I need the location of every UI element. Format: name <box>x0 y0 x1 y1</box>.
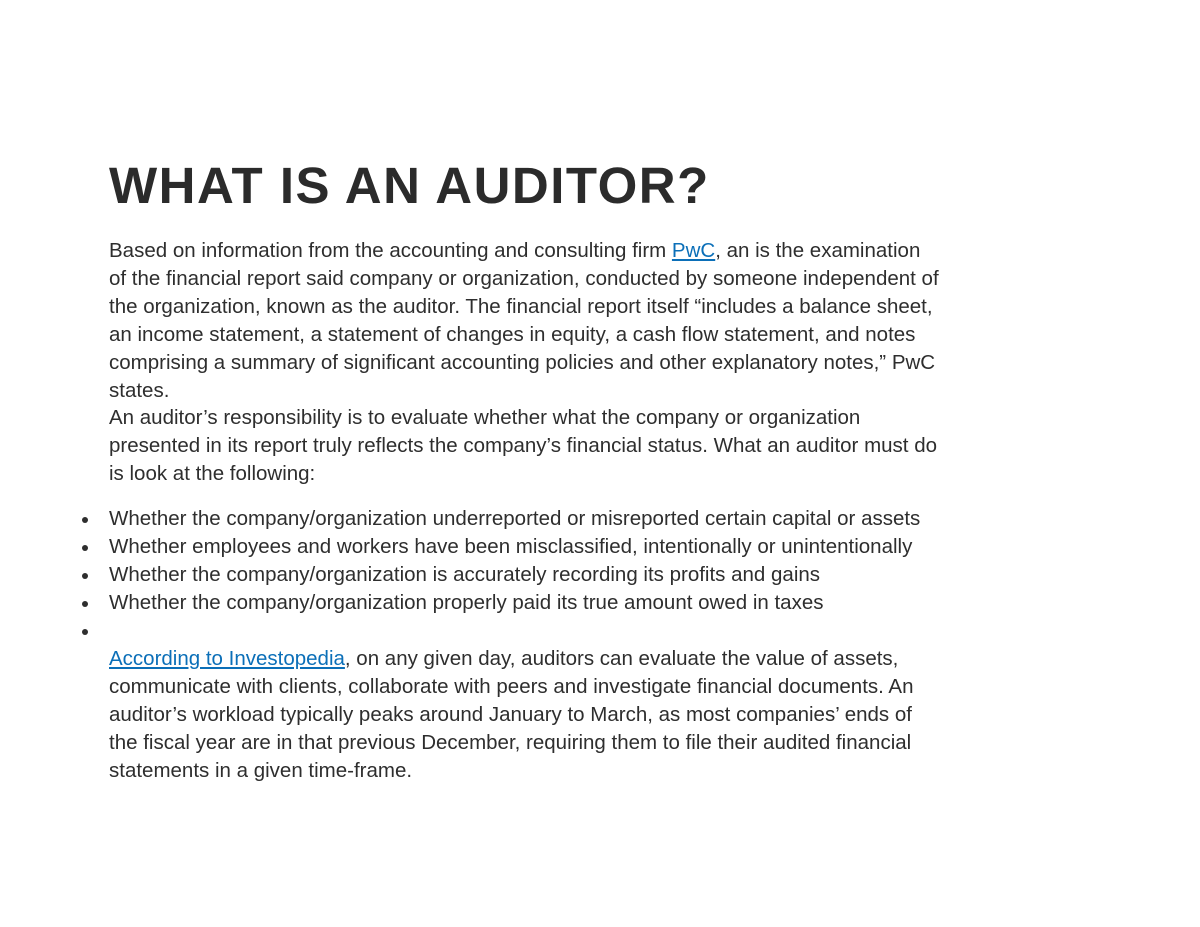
bullet-dot-icon <box>82 517 88 523</box>
list-item <box>0 561 1200 589</box>
investopedia-link[interactable]: According to Investopedia <box>109 647 345 670</box>
bullet-list <box>0 505 1200 644</box>
bullet-dot-icon <box>82 545 88 551</box>
intro-paragraph <box>109 237 1099 404</box>
intro-line-5: comprising a summary of significant accounting policies and other explanatory notes,” PwC <box>109 350 936 374</box>
bullet-dot-icon <box>82 573 88 579</box>
intro-section <box>109 237 1099 488</box>
intro-line-1 <box>109 237 1099 265</box>
responsibility-line-2: presented in its report truly reflects the company’s financial status. What an auditor must do <box>109 434 937 458</box>
responsibility-paragraph <box>109 404 1099 488</box>
closing-line-3: auditor’s workload typically peaks around January to March, as most companies’ ends of <box>109 702 912 726</box>
intro-line-1-tail: , an is the examination <box>715 239 921 262</box>
closing-paragraph <box>109 645 1099 785</box>
bullet-dot-icon <box>82 601 88 607</box>
list-item <box>0 617 1200 645</box>
closing-line-4: the fiscal year are in that previous December, requiring them to file their audited financial <box>109 730 912 754</box>
closing-line-1 <box>109 645 1099 673</box>
list-item <box>0 589 1200 617</box>
intro-line-2: of the financial report said company or organization, conducted by someone independent of <box>109 266 939 290</box>
closing-line-2: communicate with clients, collaborate with peers and investigate financial documents. An <box>109 674 914 698</box>
list-item-text: Whether employees and workers have been misclassified, intentionally or unintentionally <box>109 534 913 558</box>
bullet-dot-icon <box>82 629 88 635</box>
list-item-text: Whether the company/organization is accurately recording its profits and gains <box>109 562 821 586</box>
responsibility-line-1: An auditor’s responsibility is to evaluate whether what the company or organization <box>109 406 861 430</box>
list-item <box>0 505 1200 533</box>
intro-line-4: an income statement, a statement of changes in equity, a cash flow statement, and notes <box>109 322 916 346</box>
intro-line-3: the organization, known as the auditor. The financial report itself “includes a balance sheet, <box>109 294 933 318</box>
page-title: WHAT IS AN AUDITOR? <box>109 157 710 214</box>
closing-section <box>109 645 1099 785</box>
intro-line-6: states. <box>109 378 170 402</box>
closing-line-5: statements in a given time-frame. <box>109 758 413 782</box>
responsibility-line-3: is look at the following: <box>109 462 316 486</box>
closing-line-1-tail: , on any given day, auditors can evaluate the value of assets, <box>344 647 899 670</box>
list-item-text: Whether the company/organization underreported or misreported certain capital or assets <box>109 507 921 530</box>
list-item-text: Whether the company/organization properly paid its true amount owed in taxes <box>109 590 824 614</box>
list-item <box>0 533 1200 561</box>
pwc-link[interactable]: PwC <box>671 239 716 262</box>
intro-line-1-text: Based on information from the accounting and consulting firm <box>109 239 672 262</box>
